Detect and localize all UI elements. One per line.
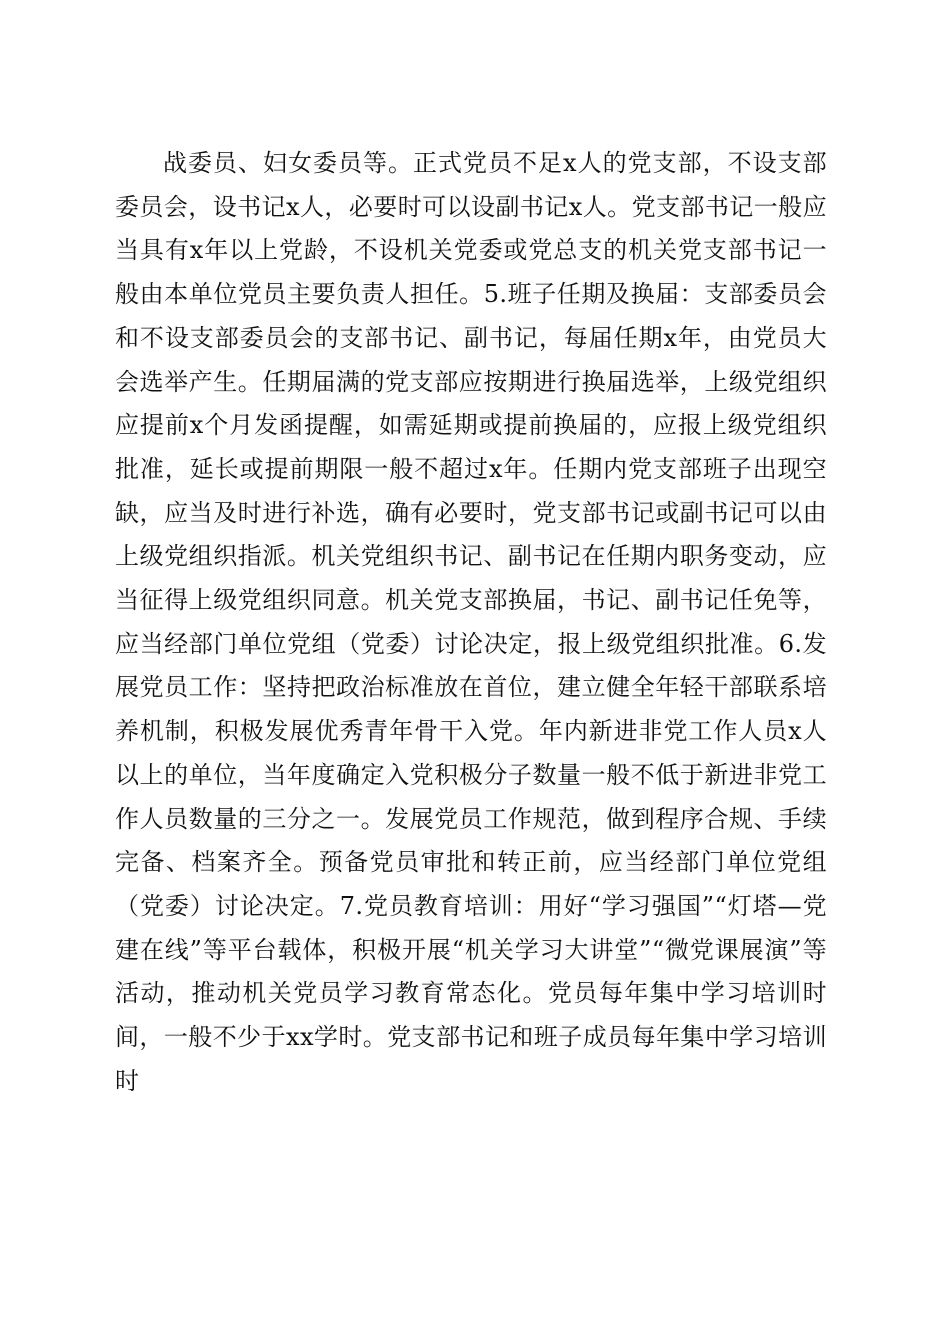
body-paragraph: 战委员、妇女委员等。正式党员不足x人的党支部，不设支部委员会，设书记x人，必要时可以设副书记x人。党支部书记一般应当具有x年以上党龄，不设机关党委或党总支的机关党支部书记一般由本单位党员主要负责人担任。5.班子任期及换届：支部委员会和不设支部委员会的支部书记、副书记，每届任期x年，由党员大会选举产生。任期届满的党支部应按期进行换届选举，上级党组织应提前x个月发函提醒，如需延期或提前换届的，应报上级党组织批准，延长或提前期限一般不超过x年。任期内党支部班子出现空缺，应当及时进行补选，确有必要时，党支部书记或副书记可以由上级党组织指派。机关党组织书记、副书记在任期内职务变动，应当征得上级党组织同意。机关党支部换届，书记、副书记任免等，应当经部门单位党组（党委）讨论决定，报上级党组织批准。6.发展党员工作：坚持把政治标准放在首位，建立健全年轻干部联系培养机制，积极发展优秀青年骨干入党。年内新进非党工作人员x人以上的单位，当年度确定入党积极分子数量一般不低于新进非党工作人员数量的三分之一。发展党员工作规范，做到程序合规、手续完备、档案齐全。预备党员审批和转正前，应当经部门单位党组（党委）讨论决定。7.党员教育培训：用好“学习强国”“灯塔—党建在线”等平台载体，积极开展“机关学习大讲堂”“微党课展演”等活动，推动机关党员学习教育常态化。党员每年集中学习培训时间，一般不少于xx学时。党支部书记和班子成员每年集中学习培训时 [115, 149, 827, 1095]
